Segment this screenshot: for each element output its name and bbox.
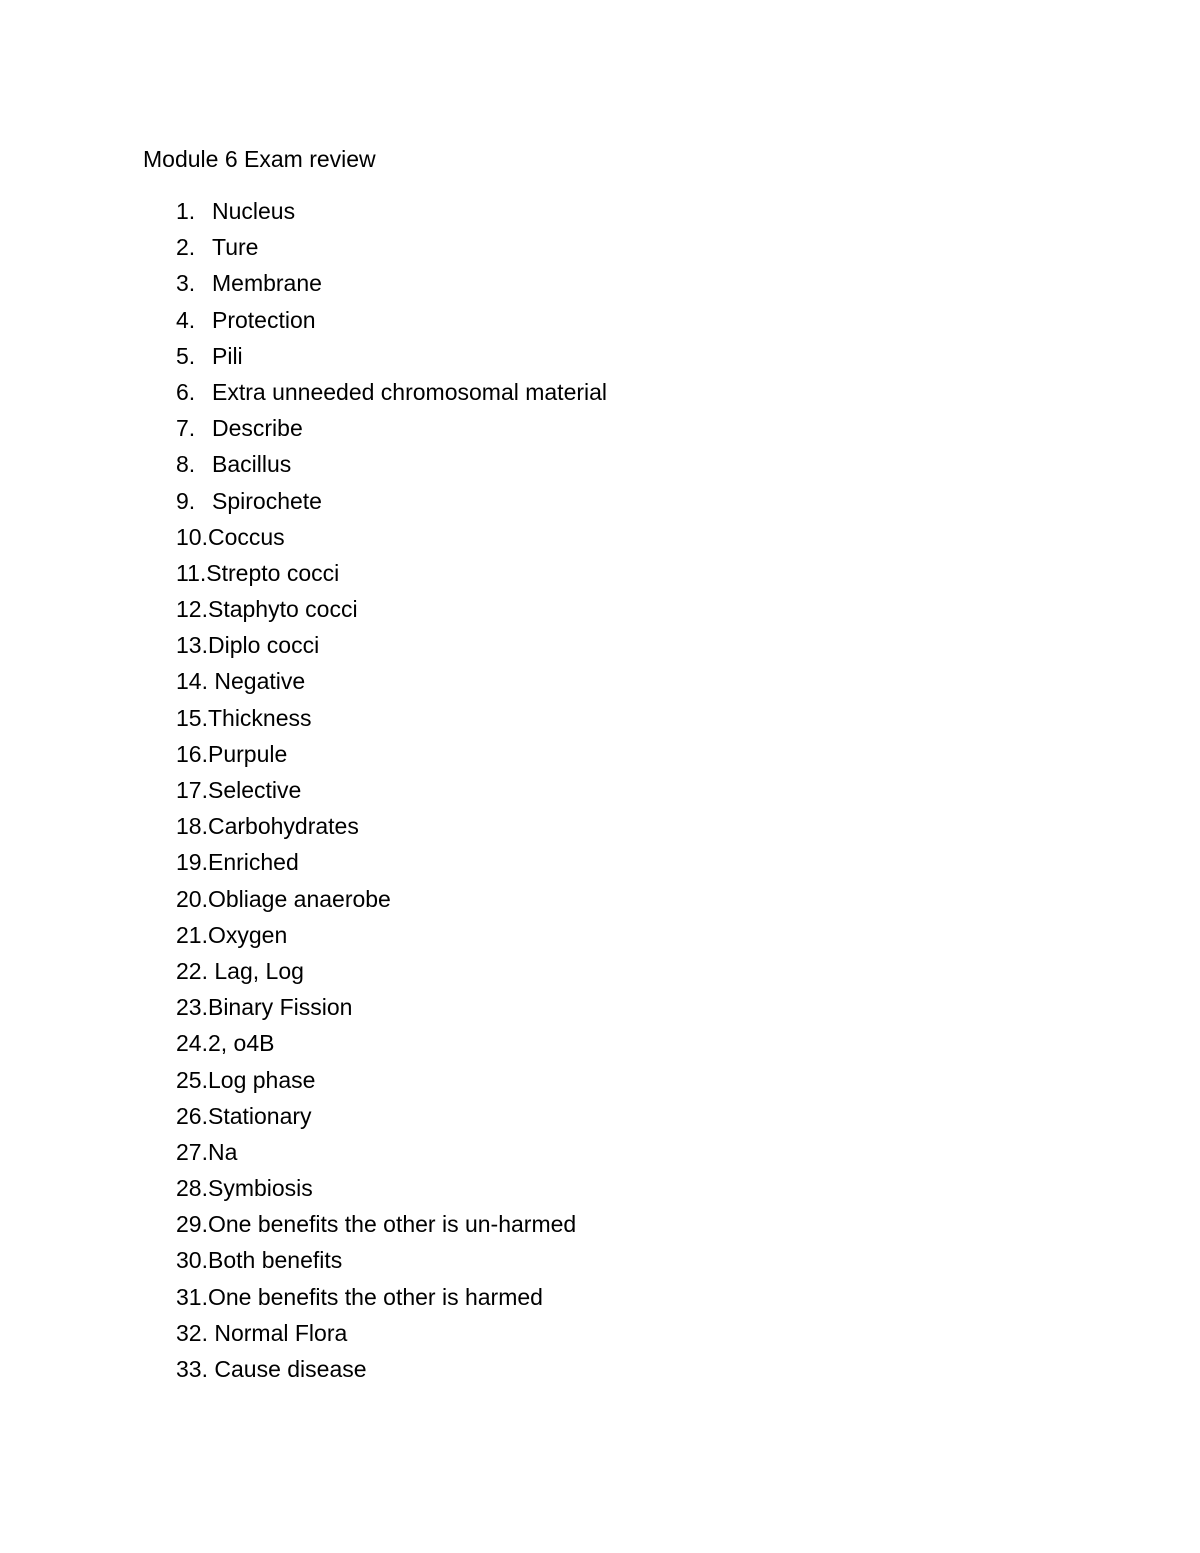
list-item-number: 27. xyxy=(176,1138,208,1165)
list-item-text: Membrane xyxy=(212,270,322,297)
page-title: Module 6 Exam review xyxy=(143,146,376,172)
list-item-number: 13. xyxy=(176,632,208,659)
list-item-number: 9. xyxy=(176,487,196,514)
list-item-number: 25. xyxy=(176,1066,208,1093)
list-item xyxy=(176,449,607,485)
list-item-number: 12. xyxy=(176,596,208,623)
list-item-number: 3. xyxy=(176,270,196,297)
list-item xyxy=(176,1065,607,1101)
list-item xyxy=(176,1282,607,1318)
list-item xyxy=(176,811,607,847)
list-item-text: Staphyto cocci xyxy=(207,596,358,623)
list-item xyxy=(176,992,607,1028)
list-item-text: Lag, Log xyxy=(207,957,304,984)
list-item xyxy=(176,1101,607,1137)
list-item-number: 30. xyxy=(176,1247,208,1274)
list-item xyxy=(176,486,607,522)
list-item-number: 20. xyxy=(176,885,208,912)
list-item xyxy=(176,522,607,558)
list-item xyxy=(176,1028,607,1064)
list-item xyxy=(176,341,607,377)
list-item-number: 16. xyxy=(176,740,208,767)
list-item-number: 11. xyxy=(176,559,207,586)
list-item-number: 10. xyxy=(176,523,208,550)
list-item-text: Strepto cocci xyxy=(206,559,340,586)
list-item-text: Na xyxy=(207,1138,238,1165)
list-item xyxy=(176,1318,607,1354)
list-item xyxy=(176,413,607,449)
list-item-number: 17. xyxy=(176,777,208,803)
list-item-text: Describe xyxy=(212,415,303,442)
list-item xyxy=(176,630,607,666)
list-item xyxy=(176,666,607,702)
list-item-text: Binary Fission xyxy=(207,994,353,1021)
list-item-number: 33. xyxy=(176,1356,208,1382)
list-item-text: One benefits the other is un-harmed xyxy=(207,1211,577,1238)
list-item xyxy=(176,775,607,811)
list-item-number: 22. xyxy=(176,957,208,984)
list-item-number: 15. xyxy=(176,704,208,731)
list-item xyxy=(176,1173,607,1209)
list-item-text: Diplo cocci xyxy=(207,632,320,659)
list-item-text: Thickness xyxy=(207,704,312,731)
list-item-number: 6. xyxy=(176,378,196,405)
list-item-text: Selective xyxy=(207,777,302,803)
list-item-number: 31. xyxy=(176,1283,208,1310)
list-item-number: 26. xyxy=(176,1102,208,1129)
list-item xyxy=(176,377,607,413)
list-item xyxy=(176,268,607,304)
list-item-number: 14. xyxy=(176,668,208,695)
list-item-number: 4. xyxy=(176,306,196,333)
list-item-text: Spirochete xyxy=(212,487,322,514)
list-item xyxy=(176,739,607,775)
list-item xyxy=(176,1354,607,1390)
list-item-number: 24. xyxy=(176,1030,208,1057)
list-item-text: 2, o4B xyxy=(207,1030,275,1057)
list-item-text: Normal Flora xyxy=(207,1319,348,1346)
list-item xyxy=(176,920,607,956)
list-item xyxy=(176,1137,607,1173)
list-item xyxy=(176,558,607,594)
list-item xyxy=(176,703,607,739)
list-item-number: 1. xyxy=(176,198,196,224)
list-item-text: Both benefits xyxy=(207,1247,343,1274)
list-item xyxy=(176,594,607,630)
list-item-number: 28. xyxy=(176,1175,208,1202)
list-item-text: Obliage anaerobe xyxy=(207,885,391,912)
list-item-text: Symbiosis xyxy=(207,1175,313,1202)
answer-list xyxy=(176,196,607,1390)
list-item-text: Stationary xyxy=(207,1102,312,1129)
list-item xyxy=(176,847,607,883)
list-item-text: Cause disease xyxy=(207,1356,367,1382)
list-item xyxy=(176,232,607,268)
list-item-text: Enriched xyxy=(207,849,299,876)
list-item-text: Oxygen xyxy=(207,921,288,948)
list-item-text: Pili xyxy=(212,342,243,369)
list-item-number: 5. xyxy=(176,342,196,369)
list-item-text: Log phase xyxy=(207,1066,316,1093)
list-item xyxy=(176,305,607,341)
list-item-number: 29. xyxy=(176,1211,208,1238)
list-item-text: One benefits the other is harmed xyxy=(207,1283,543,1310)
list-item-number: 19. xyxy=(176,849,208,876)
list-item-number: 8. xyxy=(176,451,196,478)
list-item-text: Negative xyxy=(207,668,306,695)
list-item-number: 23. xyxy=(176,994,208,1021)
list-item-text: Protection xyxy=(212,306,316,333)
list-item xyxy=(176,1209,607,1245)
list-item-text: Ture xyxy=(212,234,259,261)
list-item-number: 21. xyxy=(176,921,208,948)
list-item xyxy=(176,956,607,992)
list-item-text: Carbohydrates xyxy=(207,813,359,840)
list-item-number: 18. xyxy=(176,813,208,840)
list-item-number: 7. xyxy=(176,415,196,442)
list-item-text: Nucleus xyxy=(212,198,296,224)
list-item-number: 32. xyxy=(176,1319,208,1346)
list-item-number: 2. xyxy=(176,234,196,261)
list-item-text: Extra unneeded chromosomal material xyxy=(212,378,608,405)
list-item-text: Bacillus xyxy=(212,451,292,478)
list-item xyxy=(176,196,607,232)
list-item-text: Purpule xyxy=(207,740,288,767)
list-item xyxy=(176,1245,607,1281)
list-item-text: Coccus xyxy=(207,523,285,550)
list-item xyxy=(176,884,607,920)
